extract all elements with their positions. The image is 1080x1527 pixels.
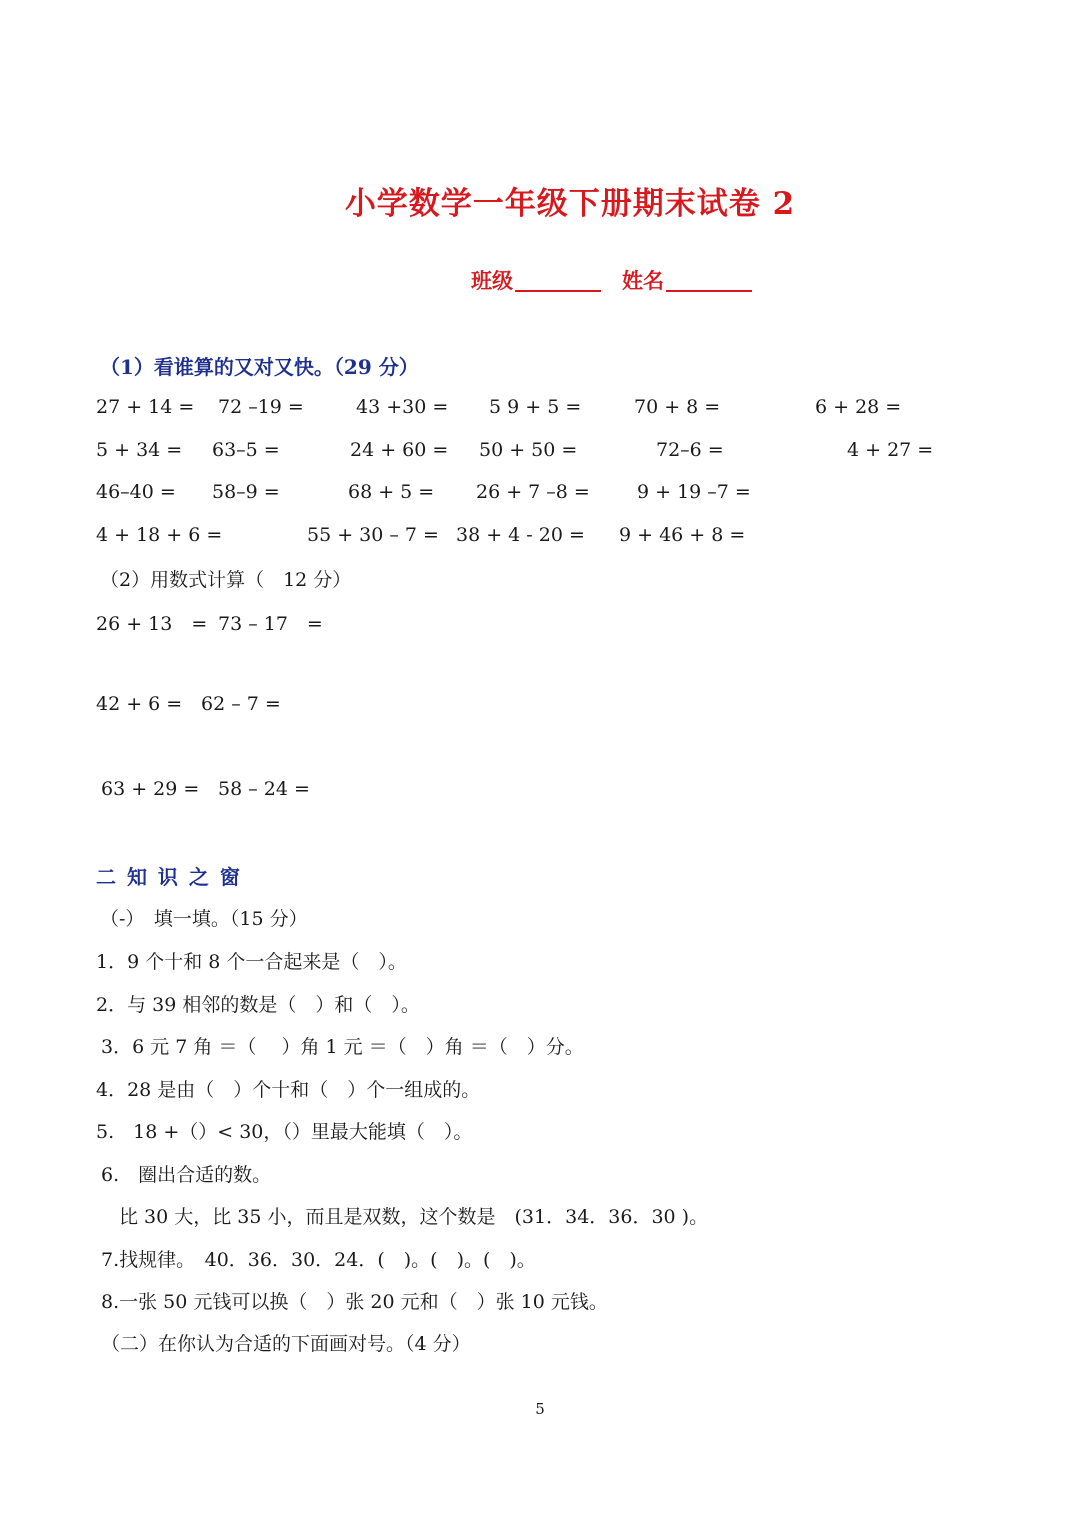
equation: 4 + 18 + 6 = [96,524,223,546]
section2-heading: （2）用数式计算（ 12 分） [100,569,352,591]
question-6-detail: 比 30 大，比 35 小，而且是双数，这个数是 (31．34．36．30 )。 [119,1206,709,1228]
question-1: 1．9 个十和 8 个一合起来是（ ）。 [96,951,407,973]
equation: 58–9 = [212,481,280,503]
equation: 27 + 14 = [96,396,195,418]
equation: 72 –19 = [218,396,304,418]
equation: 43 +30 = [356,396,449,418]
part2-sub1: （-） 填一填。（15 分） [100,908,308,930]
equation: 5 9 + 5 = [489,396,582,418]
equation: 46–40 = [96,481,176,503]
equation: 55 + 30 – 7 = [307,524,439,546]
page-title: 小学数学一年级下册期末试卷 2 [344,186,796,222]
equation: 9 + 46 + 8 = [619,524,746,546]
equation: 73 – 17 = [218,613,323,635]
question-5: 5. 18 +（）< 30，（）里最大能填（ ）。 [96,1121,473,1143]
question-4: 4．28 是由（ ）个十和（ ）个一组成的。 [96,1079,481,1101]
equation: 26 + 7 –8 = [476,481,590,503]
part2-sub2: （二）在你认为合适的下面画对号。（4 分） [101,1333,471,1355]
name-field[interactable] [622,265,752,295]
equation: 4 + 27 = [847,439,934,461]
section1-heading: （1）看谁算的又对又快。（29 分） [100,355,419,379]
class-blank[interactable] [515,290,601,292]
equation: 6 + 28 = [815,396,902,418]
equation: 50 + 50 = [479,439,578,461]
equation: 70 + 8 = [634,396,721,418]
name-blank[interactable] [666,290,752,292]
question-8: 8.一张 50 元钱可以换（ ）张 20 元和（ ）张 10 元钱。 [101,1291,608,1313]
equation: 42 + 6 = [96,693,183,715]
equation: 68 + 5 = [348,481,435,503]
equation: 24 + 60 = [350,439,449,461]
equation: 72–6 = [656,439,724,461]
question-6: 6. 圈出合适的数。 [101,1164,272,1186]
question-2: 2．与 39 相邻的数是（ ）和（ ）。 [96,994,420,1016]
question-7: 7.找规律。 40．36．30．24．( )。( )。( )。 [101,1249,536,1271]
part2-heading: 二 知 识 之 窗 [96,865,242,889]
equation: 38 + 4 - 20 = [456,524,585,546]
equation: 62 – 7 = [201,693,281,715]
question-3: 3．6 元 7 角 ＝（ ）角 1 元 ＝（ ）角 ＝（ ）分。 [101,1036,584,1058]
name-label: 姓名 [622,268,664,293]
equation: 58 – 24 = [218,778,310,800]
class-label: 班级 [471,268,513,293]
equation: 5 + 34 = [96,439,183,461]
equation: 63 + 29 = [101,778,200,800]
class-field[interactable] [471,265,601,295]
equation: 63–5 = [212,439,280,461]
equation: 9 + 19 –7 = [637,481,751,503]
equation: 26 + 13 = [96,613,208,635]
page-number: 5 [535,1400,545,1418]
